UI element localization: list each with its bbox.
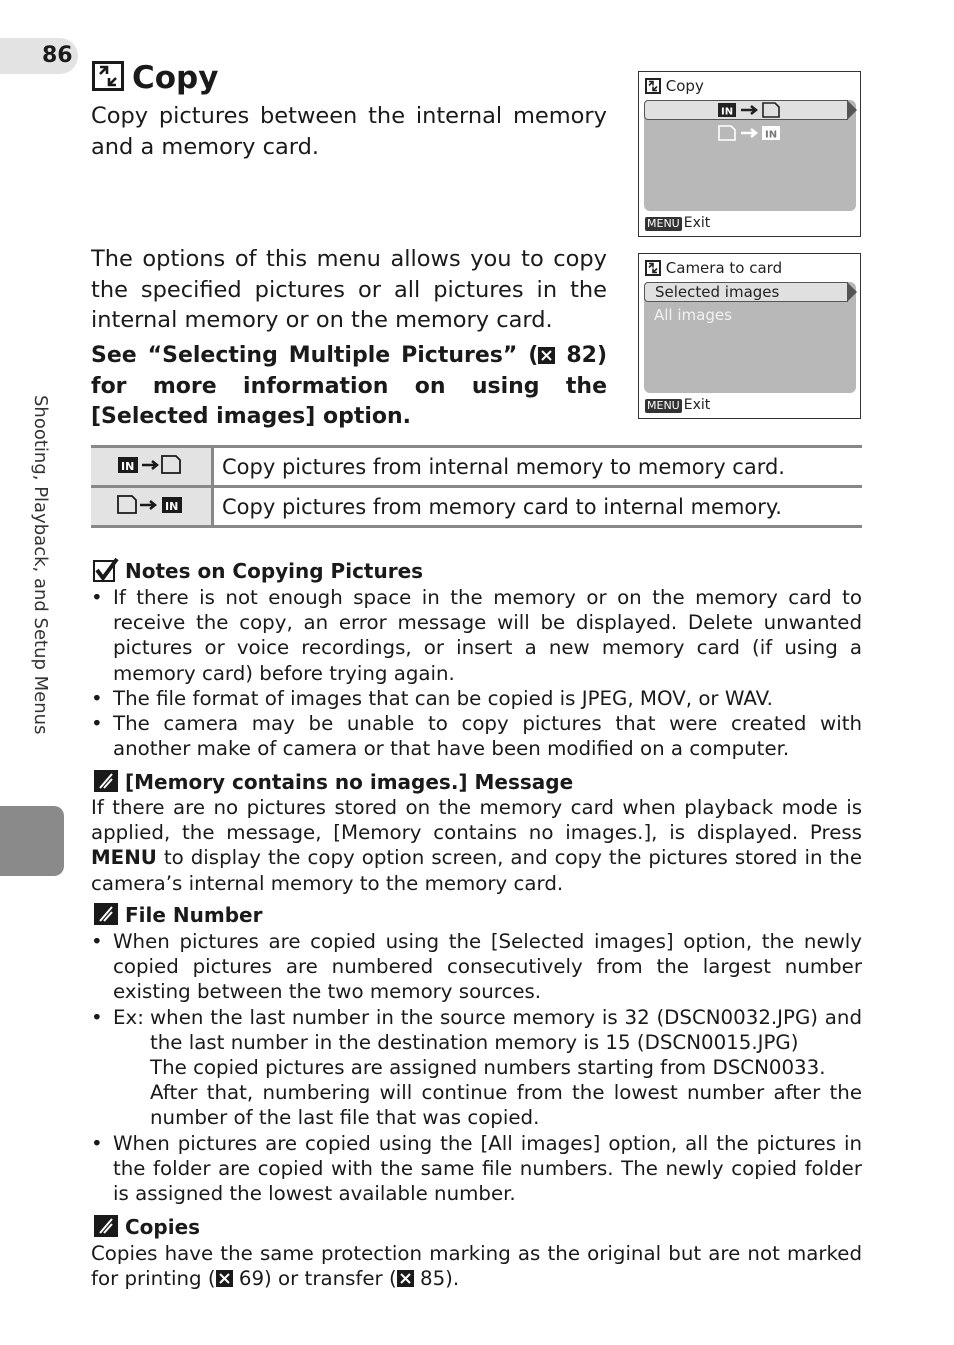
menu-options-panel xyxy=(644,100,856,211)
svg-text:IN: IN xyxy=(765,129,778,141)
see-note: See “Selecting Multiple Pictures” ( 82) for more information on using the [Selected images] option. xyxy=(91,343,607,429)
option-description: Copy pictures from internal memory to memory card. xyxy=(213,447,863,487)
pencil-note-icon xyxy=(93,902,119,932)
svg-text:IN: IN xyxy=(165,500,179,513)
list-item: • If there is not enough space in the memory or on the memory card to receive the copy, an error message will be displayed. Delete unwanted pictures or voice recordings, or insert a new memory card (if using a memory card) before trying again. xyxy=(91,585,862,686)
options-table xyxy=(91,445,862,528)
copy-icon xyxy=(645,78,661,94)
list-item: • When pictures are copied using the [All images] option, all the pictures in the folder are copied with the same file numbers. The newly copied folder is assigned the lowest available number. xyxy=(91,1131,862,1207)
copy-icon xyxy=(92,61,124,101)
page-number: 86 xyxy=(0,38,78,74)
table-row xyxy=(91,487,862,527)
internal-to-card-icon xyxy=(713,101,793,119)
body-text: The options of this menu allows you to copy the specified pictures or all pictures in the internal memory or on the memory card. xyxy=(91,246,607,333)
screen-title: Copy xyxy=(645,77,704,95)
option-description: Copy pictures from memory card to internal memory. xyxy=(213,487,863,527)
list-item: • The camera may be unable to copy pictures that were created with another make of camera or that have been modified on a computer. xyxy=(91,711,862,761)
pencil-note-icon xyxy=(93,1214,119,1244)
menu-options-panel xyxy=(644,282,856,393)
copy-menu-screen xyxy=(638,71,861,237)
file-number-list xyxy=(91,929,862,1206)
svg-text:IN: IN xyxy=(721,106,734,118)
card-to-internal-icon xyxy=(717,124,787,142)
section-tab-marker xyxy=(0,806,64,876)
screen-exit-hint: MENU Exit xyxy=(647,397,711,413)
menu-button-label: MENU xyxy=(91,846,157,870)
menu-option-card-to-internal[interactable] xyxy=(717,124,787,146)
internal-to-card-icon xyxy=(116,452,186,476)
option-icon-cell xyxy=(91,447,213,487)
card-to-internal-icon xyxy=(116,492,186,516)
note-heading-file-number: File Number xyxy=(93,902,262,932)
page-reference-icon xyxy=(397,1270,414,1287)
svg-text:IN: IN xyxy=(121,460,135,473)
list-item: • When pictures are copied using the [Selected images] option, the newly copied pictures are numbered consecutively from the largest number existing between the two memory sources. xyxy=(91,929,862,1005)
menu-option-all-images[interactable]: All images xyxy=(654,306,732,324)
page-reference-icon xyxy=(216,1270,233,1287)
intro-text: Copy pictures between the internal memory and a memory card. xyxy=(91,103,607,160)
copies-text: Copies have the same protection marking as the original but are not marked for printing ( 69) or transfer ( 85). xyxy=(91,1242,862,1291)
page-title: Copy xyxy=(92,58,218,101)
camera-to-card-screen xyxy=(638,253,861,419)
note-heading-copying: Notes on Copying Pictures xyxy=(93,558,423,588)
option-icon-cell xyxy=(91,487,213,527)
table-row xyxy=(91,447,862,487)
screen-exit-hint: MENU Exit xyxy=(647,215,711,231)
section-tab-label: Shooting, Playback, and Setup Menus xyxy=(30,395,51,735)
menu-option-internal-to-card[interactable] xyxy=(644,100,848,120)
checkmark-note-icon xyxy=(93,558,119,588)
copy-icon xyxy=(645,260,661,276)
list-item: • Ex: when the last number in the source memory is 32 (DSCN0032.JPG) and the last number in the destination memory is 15 (DSCN0015.JPG) The copied pictures are assigned numbers starting from DSCN0033. After that, numbering will continue from the lowest number after the number of the last file that was copied. xyxy=(91,1005,862,1131)
note-heading-copies: Copies xyxy=(93,1214,200,1244)
copying-notes-list xyxy=(91,585,862,761)
page-reference-icon xyxy=(538,347,555,364)
note-heading-no-images: [Memory contains no images.] Message xyxy=(93,769,573,799)
no-images-text: If there are no pictures stored on the memory card when playback mode is applied, the message, [Memory contains no images.], is displayed. Press MENU to display the copy option screen, and copy the pictures stored in the camera’s internal memory to the memory card. xyxy=(91,796,862,895)
menu-option-selected-images[interactable]: Selected images xyxy=(644,282,848,302)
screen-title: Camera to card xyxy=(645,259,782,277)
list-item: • The file format of images that can be copied is JPEG, MOV, or WAV. xyxy=(91,686,862,711)
